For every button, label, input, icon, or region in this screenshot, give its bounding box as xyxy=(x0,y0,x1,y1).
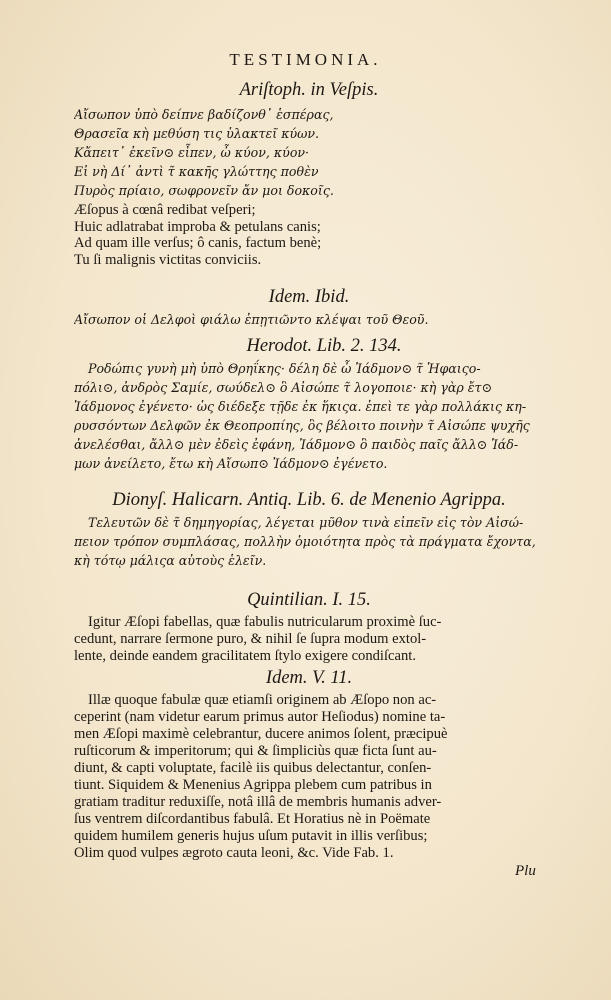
greek-line: Πυρὸς πρίαιο, σωφρονεῖν ἄν μοι δοκοῖς. xyxy=(74,183,334,198)
section-dionysius xyxy=(74,490,544,570)
section-idem-ibid xyxy=(74,287,544,329)
greek-line: Κἄπειτ᾽ ἐκεῖν⊙ εἶπεν, ὦ κύον, κύον· xyxy=(74,145,310,160)
prose-line: ruſticorum & imperitorum; qui & ſimpliciùs quæ ficta ſunt au- xyxy=(74,743,437,759)
greek-verse xyxy=(74,105,544,200)
section-idem-v11 xyxy=(74,668,544,862)
latin-prose xyxy=(74,614,544,665)
section-heading: Herodot. Lib. 2. 134. xyxy=(246,336,402,356)
greek-line: ἀνελέσθαι, ἄλλ⊙ μὲν ἐδεὶς ἐφάνη, Ἰάδμον⊙ ὃ παιδὸς παῖς ἄλλ⊙ Ἰάδ- xyxy=(74,437,519,452)
greek-line: ρυσσόντων Δελφῶν ἐκ Θεοπροπίης, ὃς βέλοιτο ποινὴν τ̃ Αἰσώπε ψυχῆς xyxy=(74,418,530,433)
prose-line: cedunt, narrare ſermone puro, & nihil ſe ſupra modum extol- xyxy=(74,631,427,647)
section-heading: Idem. V. 11. xyxy=(265,668,353,688)
prose-line: Igitur Æſopi fabellas, quæ fabulis nutricularum proximè ſuc- xyxy=(88,614,442,630)
section-herodotus xyxy=(74,336,544,473)
prose-line: lente, deinde eandem gracilitatem ſtylo exigere condiſcant. xyxy=(74,648,416,664)
greek-line: Αἴσωπον οἱ Δελφοὶ φιάλω ἐπῃτιῶντο κλέψαι τοῦ Θεοῦ. xyxy=(74,312,429,327)
greek-line: πόλι⊙, ἀνδρὸς Σαμίε, σωύδελ⊙ ὃ Αἰσώπε τ̃ λογοποιε· κὴ γὰρ ἔτ⊙ xyxy=(74,380,493,395)
greek-prose xyxy=(74,359,544,473)
catchword: Plu xyxy=(515,863,536,879)
greek-line: μων ἀνείλετο, ἔτω κὴ Αἴσωπ⊙ Ἰάδμον⊙ ἐγένετο. xyxy=(74,456,388,471)
prose-line: gratiam traditur reduxiſſe, notâ illâ de membris humanis adver- xyxy=(74,794,442,810)
greek-line: κὴ τότῳ μάλιςα αὐτοὺς ἑλεῖν. xyxy=(74,553,267,568)
section-heading: Ariſtoph. in Veſpis. xyxy=(239,80,379,100)
prose-line: quidem humilem generis hujus uſum putavit in illis verſibus; xyxy=(74,828,428,844)
prose-line: Illæ quoque fabulæ quæ etiamſi originem ab Æſopo non ac- xyxy=(88,692,437,708)
latin-line: Tu ſi malignis victitas conviciis. xyxy=(74,251,262,268)
prose-line: Olim quod vulpes ægroto cauta leoni, &c. Vide Fab. 1. xyxy=(74,845,394,861)
latin-prose xyxy=(74,692,544,862)
prose-line: tiunt. Siquidem & Menenius Agrippa plebem cum patribus in xyxy=(74,777,432,793)
greek-line: Ἰάδμονος ἐγένετο· ὡς διέδεξε τῇδε ἐκ ἥκιςα. ἐπεὶ τε γὰρ πολλάκις κη- xyxy=(74,399,527,414)
section-heading: Dionyſ. Halicarn. Antiq. Lib. 6. de Menenio Agrippa. xyxy=(112,490,506,510)
greek-prose xyxy=(74,310,544,329)
prose-line: ſus ventrem diſcordantibus fabulâ. Et Horatius nè in Poëmate xyxy=(74,811,431,827)
prose-line: ceperint (nam videtur earum primus autor Heſiodus) nomine ta- xyxy=(74,709,446,725)
greek-line: Αἴσωπον ὑπὸ δείπνε βαδίζονθ᾽ ἑσπέρας, xyxy=(74,107,334,122)
greek-line: Θρασεῖα κὴ μεθύση τις ὑλακτεῖ κύων. xyxy=(74,126,320,141)
latin-verse xyxy=(74,202,544,268)
greek-line: Τελευτῶν δὲ τ̃ δημηγορίας, λέγεται μῦθον τινὰ εἰπεῖν εἰς τὸν Αἰσώ- xyxy=(88,515,524,530)
page-title: TESTIMONIA. xyxy=(229,50,382,69)
section-heading: Idem. Ibid. xyxy=(268,287,350,307)
prose-line: diunt, & capti voluptate, facilè iis quibus delectantur, conſen- xyxy=(74,760,432,776)
prose-line: men Æſopi maximè celebrantur, ducere animos ſolent, præcipuè xyxy=(74,726,448,742)
latin-line: Æſopus à cœnâ redibat veſperi; xyxy=(74,202,256,218)
latin-line: Ad quam ille verſus; ô canis, factum benè; xyxy=(74,235,322,251)
section-aristophanes xyxy=(74,80,544,268)
section-quintilian xyxy=(74,590,544,665)
greek-line: πειον τρόπον συμπλάσας, πολλὴν ὁμοιότητα πρὸς τὰ πράγματα ἔχοντα, xyxy=(74,534,536,549)
greek-line: Εἰ νὴ Δί᾽ ἀντὶ τ̃ κακῆς γλώττης ποθὲν xyxy=(74,164,319,179)
section-heading: Quintilian. I. 15. xyxy=(247,590,371,610)
greek-prose xyxy=(74,513,544,570)
greek-line: Ροδώπις γυνὴ μὴ ὑπὸ Θρηΐκης· δέλη δὲ ὦ Ἰάδμον⊙ τ̃ Ἡφαιςο- xyxy=(88,361,481,376)
latin-line: Huic adlatrabat improba & petulans canis; xyxy=(74,218,321,235)
